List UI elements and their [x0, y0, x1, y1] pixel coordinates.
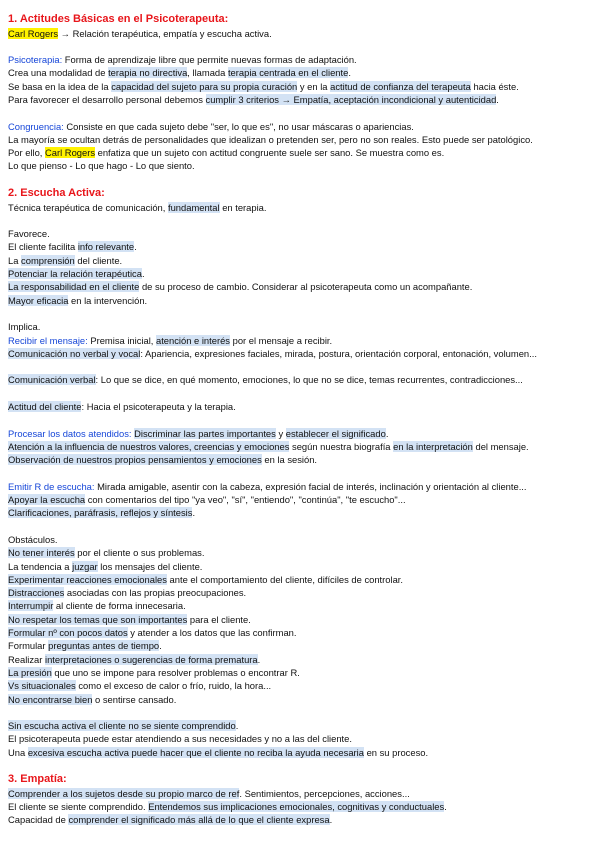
highlight: Experimentar reacciones emocionales	[8, 573, 167, 585]
psicoterapia-line-3: Se basa en la idea de la capacidad del sujeto para su propia curación y en la actitud de confianza del terapeuta hacia éste.	[8, 80, 519, 92]
implica-title: Implica.	[8, 321, 41, 333]
highlight: en la interpretación	[393, 440, 473, 452]
highlight: interpretaciones o sugerencias de forma prematura	[45, 653, 258, 665]
highlight: La responsabilidad en el cliente	[8, 281, 140, 293]
highlight: Sin escucha activa el cliente no se siente comprendido	[8, 720, 236, 732]
author-name: Carl Rogers	[45, 147, 96, 159]
obstaculo-item: La tendencia a juzgar los mensajes del cliente.	[8, 560, 203, 572]
empatia-line-1: Comprender a los sujetos desde su propio marco de ref. Sentimientos, percepciones, acciones...	[8, 787, 410, 799]
obstaculo-item: Interrumpir al cliente de forma innecesaria.	[8, 600, 186, 612]
term-label: Psicoterapia:	[8, 54, 63, 66]
comunicacion-no-verbal: Comunicación no verbal y vocal: Apariencia, expresiones faciales, mirada, postura, orientación corporal, entonación, volumen...	[8, 347, 537, 359]
highlight: comprender el significado más allá de lo que el cliente expresa	[68, 814, 330, 826]
emitir-respuesta-line-3: Clarificaciones, paráfrasis, reflejos y síntesis.	[8, 507, 196, 519]
favorece-item: El cliente facilita info relevante.	[8, 241, 137, 253]
cierre-line-2: El psicoterapeuta puede estar atendiendo a sus necesidades y no a las del cliente.	[8, 733, 352, 745]
comunicacion-verbal: Comunicación verbal: Lo que se dice, en qué momento, emociones, lo que no se dice, temas recurrentes, contradicciones...	[8, 374, 523, 386]
term-label: Congruencia:	[8, 120, 64, 132]
highlight: Observación de nuestros propios pensamientos y emociones	[8, 454, 262, 466]
empatia-line-2: El cliente se siente comprendido. Entendemos sus implicaciones emocionales, cognitivas y conductuales.	[8, 801, 447, 813]
highlight: actitud de confianza del terapeuta	[330, 80, 471, 92]
highlight: Mayor eficacia	[8, 294, 69, 306]
section-1-heading: 1. Actitudes Básicas en el Psicoterapeuta:	[8, 13, 229, 25]
emitir-respuesta-line-2: Apoyar la escucha con comentarios del tipo "ya veo", "sí", "entiendo", "continúa", "te escucho"...	[8, 494, 406, 506]
obstaculo-item: No tener interés por el cliente o sus problemas.	[8, 547, 205, 559]
congruencia-line-2: La mayoría se ocultan detrás de personalidades que idealizan o pretenden ser, pero no son reales. Esto puede ser patológico.	[8, 133, 533, 145]
empatia-line-3: Capacidad de comprender el significado más allá de lo que el cliente expresa.	[8, 814, 333, 826]
highlight: excesiva escucha activa puede hacer que el cliente no reciba la ayuda necesaria	[27, 746, 364, 758]
cierre-line-1: Sin escucha activa el cliente no se siente comprendido.	[8, 720, 239, 732]
highlight: No respetar los temas que son importantes	[8, 613, 188, 625]
highlight: terapia no directiva	[108, 67, 188, 79]
highlight: Interrumpir	[8, 600, 54, 612]
highlight: Distracciones	[8, 587, 65, 599]
highlight: Clarificaciones, paráfrasis, reflejos y síntesis	[8, 507, 193, 519]
favorece-item: Mayor eficacia en la intervención.	[8, 294, 148, 306]
highlight: No encontrarse bien	[8, 693, 93, 705]
term-label: Emitir R de escucha:	[8, 480, 95, 492]
favorece-item: La responsabilidad en el cliente de su proceso de cambio. Considerar al psicoterapeuta como un acompañante.	[8, 281, 473, 293]
favorece-item: La comprensión del cliente.	[8, 254, 123, 266]
author-name: Carl Rogers	[8, 27, 59, 39]
section-2-intro: Técnica terapéutica de comunicación, fundamental en terapia.	[8, 201, 267, 213]
highlight: Entendemos sus implicaciones emocionales, cognitivas y conductuales	[148, 801, 445, 813]
obstaculos-title: Obstáculos.	[8, 533, 58, 545]
congruencia-line-4: Lo que pienso - Lo que hago - Lo que siento.	[8, 160, 195, 172]
obstaculo-item: La presión que uno se impone para resolver problemas o encontrar R.	[8, 666, 300, 678]
recibir-mensaje: Recibir el mensaje: Premisa inicial, atención e interés por el mensaje a recibir.	[8, 334, 333, 346]
highlight: preguntas antes de tiempo	[48, 640, 160, 652]
cierre-line-3: Una excesiva escucha activa puede hacer que el cliente no reciba la ayuda necesaria en su proceso.	[8, 746, 429, 758]
highlight: Atención a la influencia de nuestros valores, creencias y emociones	[8, 440, 290, 452]
term-label: Recibir el mensaje:	[8, 334, 88, 346]
highlight: capacidad del sujeto para su propia curación	[111, 80, 298, 92]
congruencia-line-1: Congruencia: Consiste en que cada sujeto debe "ser, lo que es", no usar máscaras o apariencias.	[8, 120, 414, 132]
obstaculo-item: No encontrarse bien o sentirse cansado.	[8, 693, 177, 705]
highlight: fundamental	[167, 201, 220, 213]
highlight: Potenciar la relación terapéutica	[8, 268, 142, 280]
section-2-heading: 2. Escucha Activa:	[8, 187, 105, 200]
highlight: Apoyar la escucha	[8, 494, 86, 506]
obstaculo-item: Vs situacionales como el exceso de calor o frío, ruido, la hora...	[8, 680, 272, 692]
obstaculo-item: Formular nº con pocos datos y atender a los datos que las confirman.	[8, 627, 297, 639]
highlight: establecer el significado	[285, 427, 386, 439]
highlight: No tener interés	[8, 547, 75, 559]
highlight: comprensión	[21, 254, 75, 266]
highlight: cumplir 3 criterios → Empatía, aceptación incondicional y autenticidad	[205, 93, 497, 105]
term-label: Procesar los datos atendidos:	[8, 427, 132, 439]
highlight: Comunicación verbal	[8, 374, 96, 386]
highlight: Formular nº con pocos datos	[8, 627, 128, 639]
highlight: La presión	[8, 666, 52, 678]
highlight: Comunicación no verbal y vocal	[8, 347, 141, 359]
obstaculo-item: Experimentar reacciones emocionales ante el comportamiento del cliente, difíciles de controlar.	[8, 573, 404, 585]
actitud-cliente: Actitud del cliente: Hacia el psicoterapeuta y la terapia.	[8, 401, 236, 413]
congruencia-line-3: Por ello, Carl Rogers enfatiza que un sujeto con actitud congruente suele ser sano. Se muestra como es.	[8, 147, 445, 159]
highlight: Discriminar las partes importantes	[134, 427, 276, 439]
highlight: Actitud del cliente	[8, 401, 82, 413]
highlight: terapia centrada en el cliente	[227, 67, 349, 79]
highlight: info relevante	[77, 241, 135, 253]
obstaculo-item: Distracciones asociadas con las propias preocupaciones.	[8, 587, 247, 599]
section-3-heading: 3. Empatía:	[8, 773, 67, 786]
highlight: juzgar	[72, 560, 98, 572]
obstaculo-item: Formular preguntas antes de tiempo.	[8, 640, 162, 652]
psicoterapia-line-4: Para favorecer el desarrollo personal debemos cumplir 3 criterios → Empatía, aceptación incondicional y autenticidad.	[8, 93, 499, 105]
procesar-datos-line-2: Atención a la influencia de nuestros valores, creencias y emociones según nuestra biografía en la interpretación del mensaje.	[8, 440, 529, 452]
emitir-respuesta-line-1: Emitir R de escucha: Mirada amigable, asentir con la cabeza, expresión facial de interés, inclinación y orientación al cliente...	[8, 480, 527, 492]
procesar-datos-line-1: Procesar los datos atendidos: Discriminar las partes importantes y establecer el significado.	[8, 427, 389, 439]
favorece-title: Favorece.	[8, 228, 50, 240]
highlight: Comprender a los sujetos desde su propio marco de ref	[8, 787, 240, 799]
highlight: Vs situacionales	[8, 680, 76, 692]
highlight: atención e interés	[155, 334, 230, 346]
procesar-datos-line-3: Observación de nuestros propios pensamientos y emociones en la sesión.	[8, 454, 318, 466]
section-1-intro: Carl Rogers → Relación terapéutica, empatía y escucha activa.	[8, 27, 272, 39]
favorece-item: Potenciar la relación terapéutica.	[8, 268, 145, 280]
obstaculo-item: Realizar interpretaciones o sugerencias de forma prematura.	[8, 653, 261, 665]
psicoterapia-line-2: Crea una modalidad de terapia no directiva, llamada terapia centrada en el cliente.	[8, 67, 351, 79]
obstaculo-item: No respetar los temas que son importantes para el cliente.	[8, 613, 251, 625]
psicoterapia-line-1: Psicoterapia: Forma de aprendizaje libre que permite nuevas formas de adaptación.	[8, 54, 357, 66]
